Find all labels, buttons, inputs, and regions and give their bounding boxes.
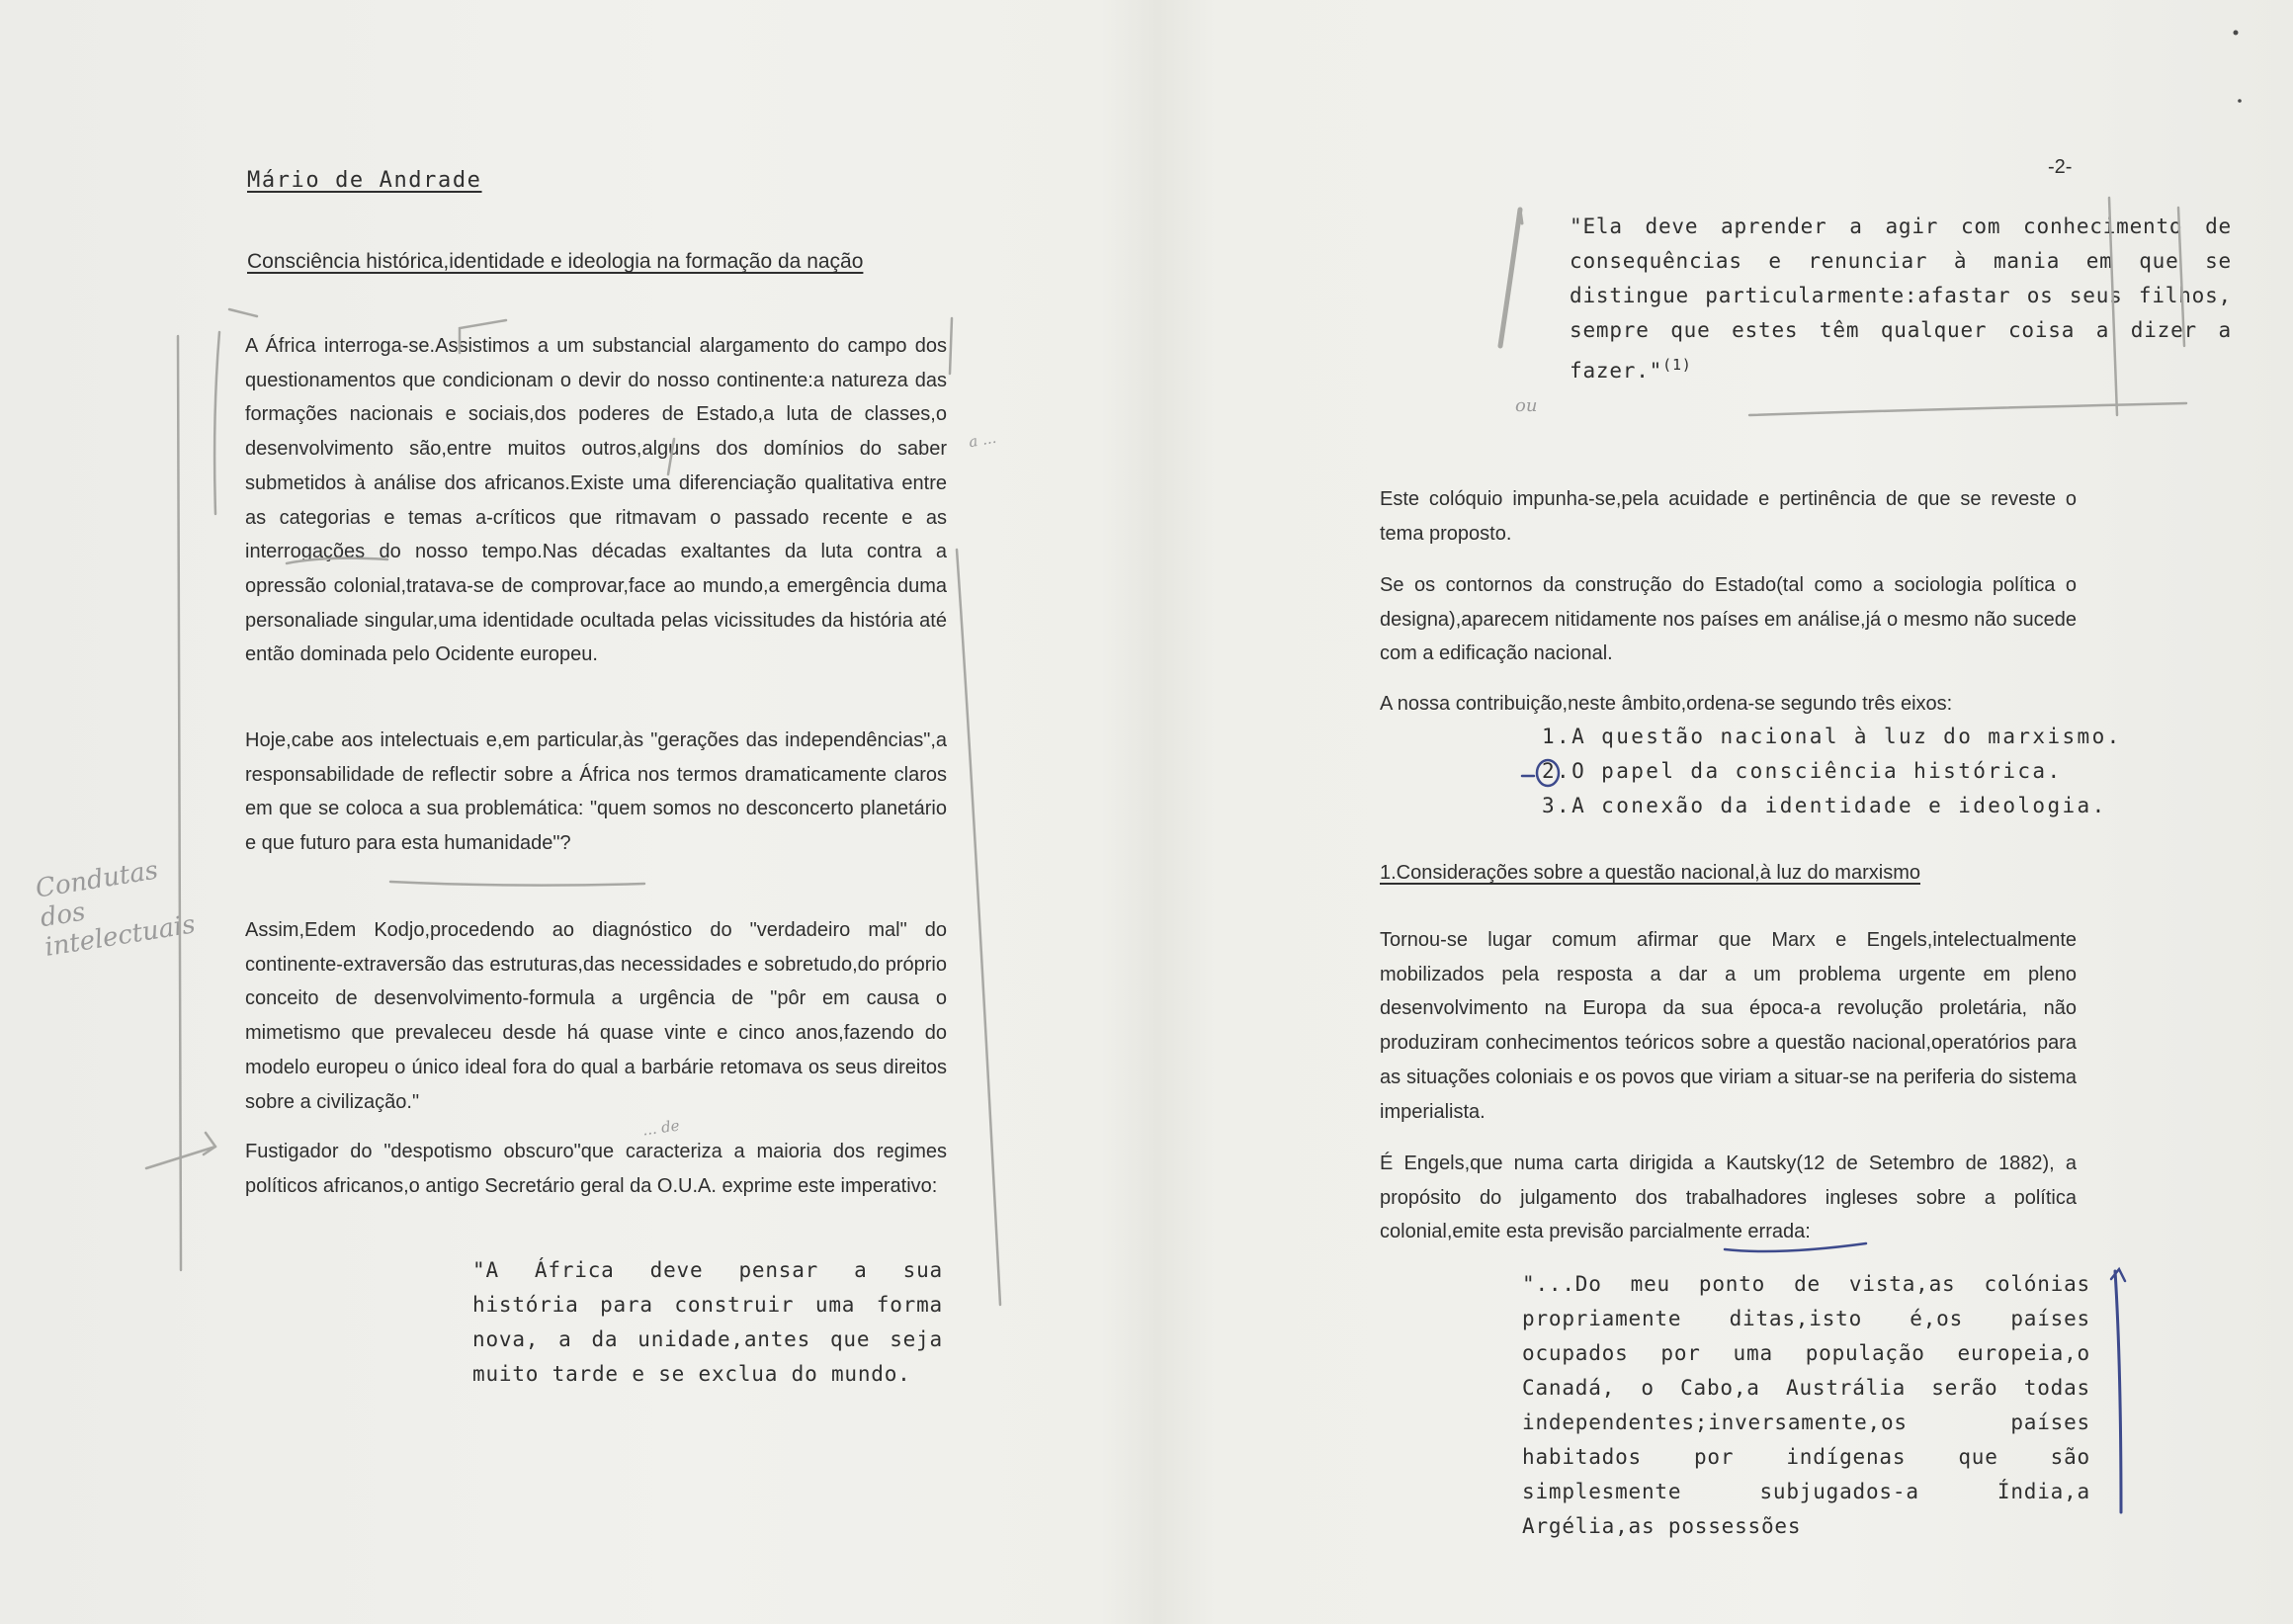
author-name: Mário de Andrade (247, 168, 482, 193)
block-quote-engels: "...Do meu ponto de vista,as colónias propriamente ditas,isto é,os países ocupados por uma população europeia,o Canadá, o Cabo,a Austrália serão todas independentes;inversamente,os países habitados por indígenas que são simplesmente subjugados-a Índia,a Argélia,as possessões (1522, 1272, 2090, 1538)
paragraph-fustigador: Fustigador do "despotismo obscuro"que caracteriza a maioria dos regimes políticos africanos,o antigo Secretário geral da O.U.A. exprime este imperativo: (245, 1141, 947, 1197)
block-quote-africa: "A África deve pensar a sua história para construir uma forma nova, a da unidade,antes que seja muito tarde e se exclua do mundo. (472, 1258, 943, 1386)
paragraph-intro: A África interroga-se.Assistimos a um substancial alargamento do campo dos questionamentos que condicionam o devir do nosso continente:a natureza das formações nacionais e sociais,dos poderes de Estado,a luta de classes,o desenvolvimento são,entre muitos outros,alguns dos domínios do saber submetidos à análise dos africanos.Existe uma diferenciação qualitativa entre as categorias e temas a-críticos que ritmavam o passado recente e as interrogações do nosso tempo.Nas décadas exaltantes da luta contra a opressão colonial,tratava-se de comprovar,face ao mundo,a emergência duma personaliade singular,uma identidade ocultada pelas vicissitudes da história até então dominada pelo Ocidente europeu. (245, 335, 947, 666)
axes-list (1542, 720, 2122, 823)
paragraph-estado: Se os contornos da construção do Estado(tal como a sociologia política o designa),aparecem nitidamente nos países em análise,já o mesmo não sucede com a edificação nacional. (1380, 574, 2077, 665)
list-item: 2.O papel da consciência histórica. (1542, 759, 2063, 783)
paragraph-kautsky: É Engels,que numa carta dirigida a Kautsky(12 de Setembro de 1882), a propósito do julgamento dos trabalhadores ingleses sobre a política colonial,emite esta previsão parcialmente errada: (1380, 1153, 2077, 1243)
block-quote-top-text: "Ela deve aprender a agir com conhecimento de consequências e renunciar à mania em que se distingue particularmente:afastar os seus filhos, sempre que estes têm qualquer coisa a dizer a fazer." (1570, 214, 2232, 383)
page-number: -2- (2048, 156, 2073, 178)
margin-note-intellectuals: Condutas dos intelectuais (33, 855, 198, 963)
margin-note-ou: ou (1515, 395, 1538, 416)
list-item: 1.A questão nacional à luz do marxismo. (1542, 725, 2122, 748)
paragraph-coloquio: Este colóquio impunha-se,pela acuidade e pertinência de que se reveste o tema proposto. (1380, 488, 2077, 545)
margin-note-right: a ... (967, 428, 998, 452)
block-quote-top (1570, 210, 2232, 388)
paragraph-contribuicao: A nossa contribuição,neste âmbito,ordena-se segundo três eixos: (1380, 693, 1953, 715)
interlinear-note: ... de (640, 1116, 681, 1140)
footnote-marker: (1) (1662, 356, 1692, 374)
left-page (0, 0, 1137, 1624)
paragraph-intellectuals: Hoje,cabe aos intelectuais e,em particular,às "gerações das independências",a responsabilidade de reflectir sobre a África nos termos dramaticamente claros em que se coloca a sua problemática: "quem somos no desconcerto planetário e que futuro para esta humanidade"? (245, 729, 947, 855)
paragraph-kodjo: Assim,Edem Kodjo,procedendo ao diagnóstico do "verdadeiro mal" do continente-extraversão das estruturas,das necessidades e sobretudo,do próprio conceito de desenvolvimento-formula a urgência de "pôr em causa o mimetismo que prevaleceu desde há quase vinte e cinco anos,fazendo do modelo europeu o único ideal fora do qual a barbárie retomava os seus direitos sobre a civilização." (245, 919, 947, 1113)
list-item: 3.A conexão da identidade e ideologia. (1542, 794, 2107, 817)
paragraph-marx-engels: Tornou-se lugar comum afirmar que Marx e Engels,intelectualmente mobilizados pela resposta a dar a um problema urgente em pleno desenvolvimento na Europa da sua época-a revolução proletária, não produziram conhecimentos teóricos sobre a questão nacional,operatórios para as situações coloniais e os povos que viriam a situar-se na periferia do sistema imperialista. (1380, 929, 2077, 1123)
section-heading: 1.Considerações sobre a questão nacional,à luz do marxismo (1380, 862, 1920, 884)
essay-title: Consciência histórica,identidade e ideologia na formação da nação (247, 250, 864, 273)
